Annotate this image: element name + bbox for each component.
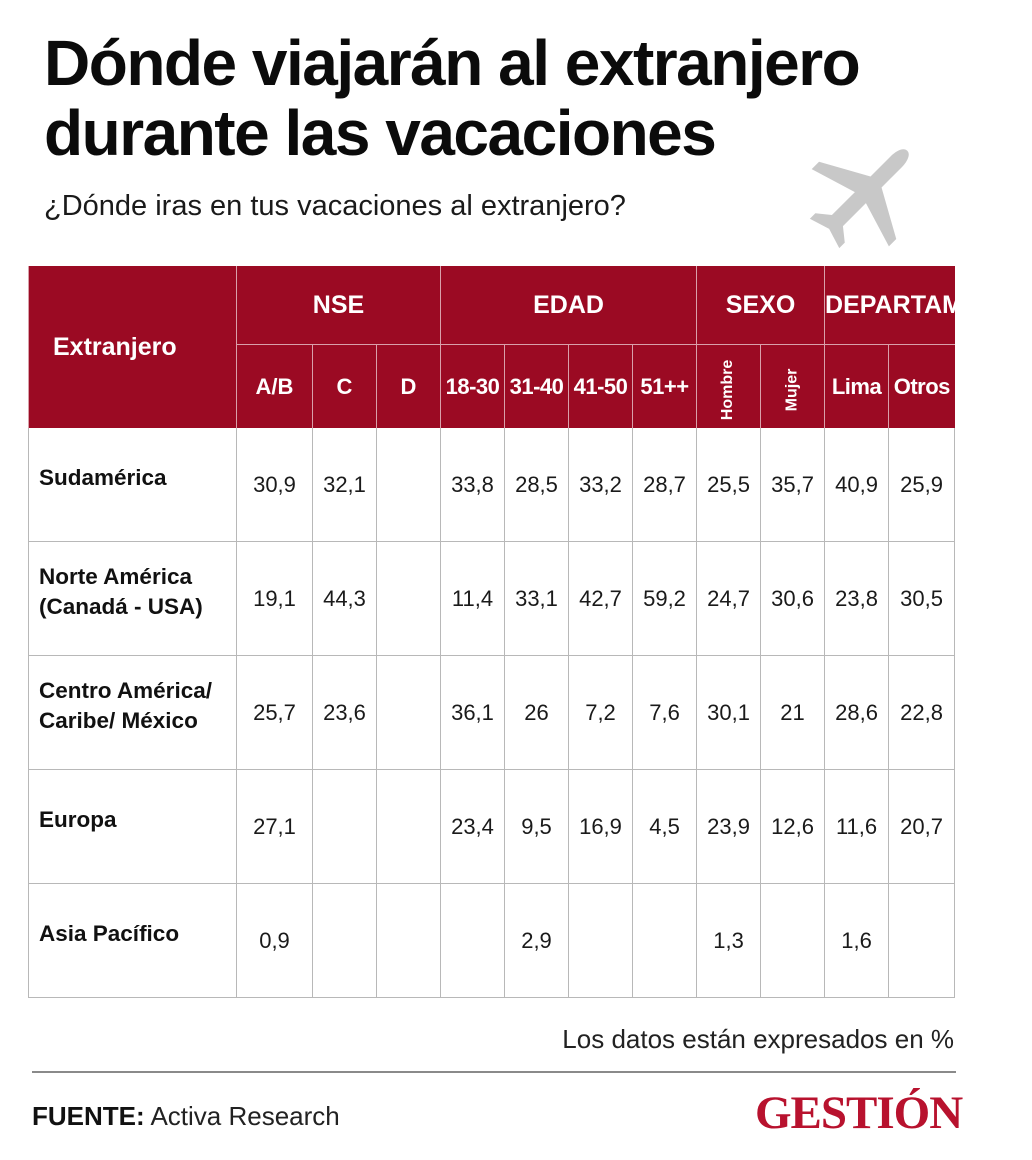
data-cell: 26	[505, 656, 569, 770]
column-header: A/B	[237, 345, 313, 429]
data-cell	[889, 884, 955, 998]
row-label: Norte América (Canadá - USA)	[39, 563, 203, 619]
data-cell: 4,5	[633, 770, 697, 884]
data-cell	[569, 884, 633, 998]
data-cell: 20,7	[889, 770, 955, 884]
units-note: Los datos están expresados en %	[562, 1024, 954, 1054]
table-row	[29, 656, 955, 770]
data-cell: 40,9	[825, 428, 889, 542]
data-cell	[441, 884, 505, 998]
gestion-logo: GESTIÓN	[755, 1087, 963, 1139]
data-cell: 32,1	[313, 428, 377, 542]
table-row	[29, 542, 955, 656]
data-cell: 27,1	[237, 770, 313, 884]
source-label: FUENTE:	[32, 1101, 145, 1131]
data-cell: 1,6	[825, 884, 889, 998]
row-label: Centro América/ Caribe/ México	[39, 677, 212, 733]
column-header: C	[313, 345, 377, 429]
table-row	[29, 884, 955, 998]
data-cell	[313, 884, 377, 998]
data-cell: 7,6	[633, 656, 697, 770]
page-subtitle: ¿Dónde iras en tus vacaciones al extranjero?	[44, 190, 626, 222]
data-cell: 30,1	[697, 656, 761, 770]
data-cell: 11,4	[441, 542, 505, 656]
source-value: Activa Research	[144, 1101, 340, 1131]
data-cell: 23,8	[825, 542, 889, 656]
row-label-cell	[29, 770, 237, 884]
data-cell: 28,5	[505, 428, 569, 542]
data-cell: 33,1	[505, 542, 569, 656]
data-cell: 9,5	[505, 770, 569, 884]
data-cell	[377, 656, 441, 770]
column-header: 18-30	[441, 345, 505, 429]
data-cell	[313, 770, 377, 884]
data-cell: 28,7	[633, 428, 697, 542]
data-cell: 30,6	[761, 542, 825, 656]
column-header-cell	[697, 345, 761, 429]
table-row	[29, 770, 955, 884]
data-cell: 25,7	[237, 656, 313, 770]
group-header: DEPARTAMENTO	[825, 266, 955, 345]
row-label: Europa	[39, 806, 117, 832]
group-header: NSE	[237, 266, 441, 345]
page-title: Dónde viajarán al extranjero durante las vacaciones	[44, 27, 860, 169]
data-cell: 12,6	[761, 770, 825, 884]
data-cell: 0,9	[237, 884, 313, 998]
data-cell: 7,2	[569, 656, 633, 770]
data-cell: 36,1	[441, 656, 505, 770]
row-label-cell	[29, 542, 237, 656]
row-label: Asia Pacífico	[39, 920, 180, 946]
source-line	[32, 1101, 340, 1132]
data-cell: 1,3	[697, 884, 761, 998]
data-cell: 22,8	[889, 656, 955, 770]
column-header: Mujer	[783, 368, 801, 411]
data-cell: 59,2	[633, 542, 697, 656]
data-cell: 21	[761, 656, 825, 770]
data-cell: 2,9	[505, 884, 569, 998]
data-cell: 23,9	[697, 770, 761, 884]
group-header: EDAD	[441, 266, 697, 345]
data-cell: 35,7	[761, 428, 825, 542]
data-cell: 33,2	[569, 428, 633, 542]
group-header-row	[29, 266, 955, 345]
data-cell: 24,7	[697, 542, 761, 656]
column-header: 31-40	[505, 345, 569, 429]
data-cell: 28,6	[825, 656, 889, 770]
data-cell: 44,3	[313, 542, 377, 656]
data-cell: 23,6	[313, 656, 377, 770]
row-label-cell	[29, 656, 237, 770]
data-cell	[377, 770, 441, 884]
column-header: 41-50	[569, 345, 633, 429]
group-header: SEXO	[697, 266, 825, 345]
data-cell: 30,5	[889, 542, 955, 656]
data-cell	[761, 884, 825, 998]
data-cell	[633, 884, 697, 998]
column-header-cell	[761, 345, 825, 429]
row-label-cell	[29, 428, 237, 542]
airplane-icon	[800, 128, 930, 258]
data-cell: 25,9	[889, 428, 955, 542]
survey-table	[28, 266, 1032, 998]
data-cell	[377, 884, 441, 998]
column-header: 51++	[633, 345, 697, 429]
data-cell: 19,1	[237, 542, 313, 656]
data-cell	[377, 428, 441, 542]
column-header: Lima	[825, 345, 889, 429]
data-cell	[377, 542, 441, 656]
row-header-label: Extranjero	[29, 266, 237, 428]
footer-divider	[32, 1071, 956, 1073]
column-header: Otros	[889, 345, 955, 429]
table-row	[29, 428, 955, 542]
data-cell: 30,9	[237, 428, 313, 542]
row-label: Sudamérica	[39, 464, 167, 490]
data-cell: 23,4	[441, 770, 505, 884]
data-cell: 33,8	[441, 428, 505, 542]
table-body	[29, 428, 955, 998]
data-cell: 11,6	[825, 770, 889, 884]
data-cell: 42,7	[569, 542, 633, 656]
row-label-cell	[29, 884, 237, 998]
column-header: Hombre	[719, 359, 737, 420]
data-cell: 16,9	[569, 770, 633, 884]
column-header: D	[377, 345, 441, 429]
data-cell: 25,5	[697, 428, 761, 542]
